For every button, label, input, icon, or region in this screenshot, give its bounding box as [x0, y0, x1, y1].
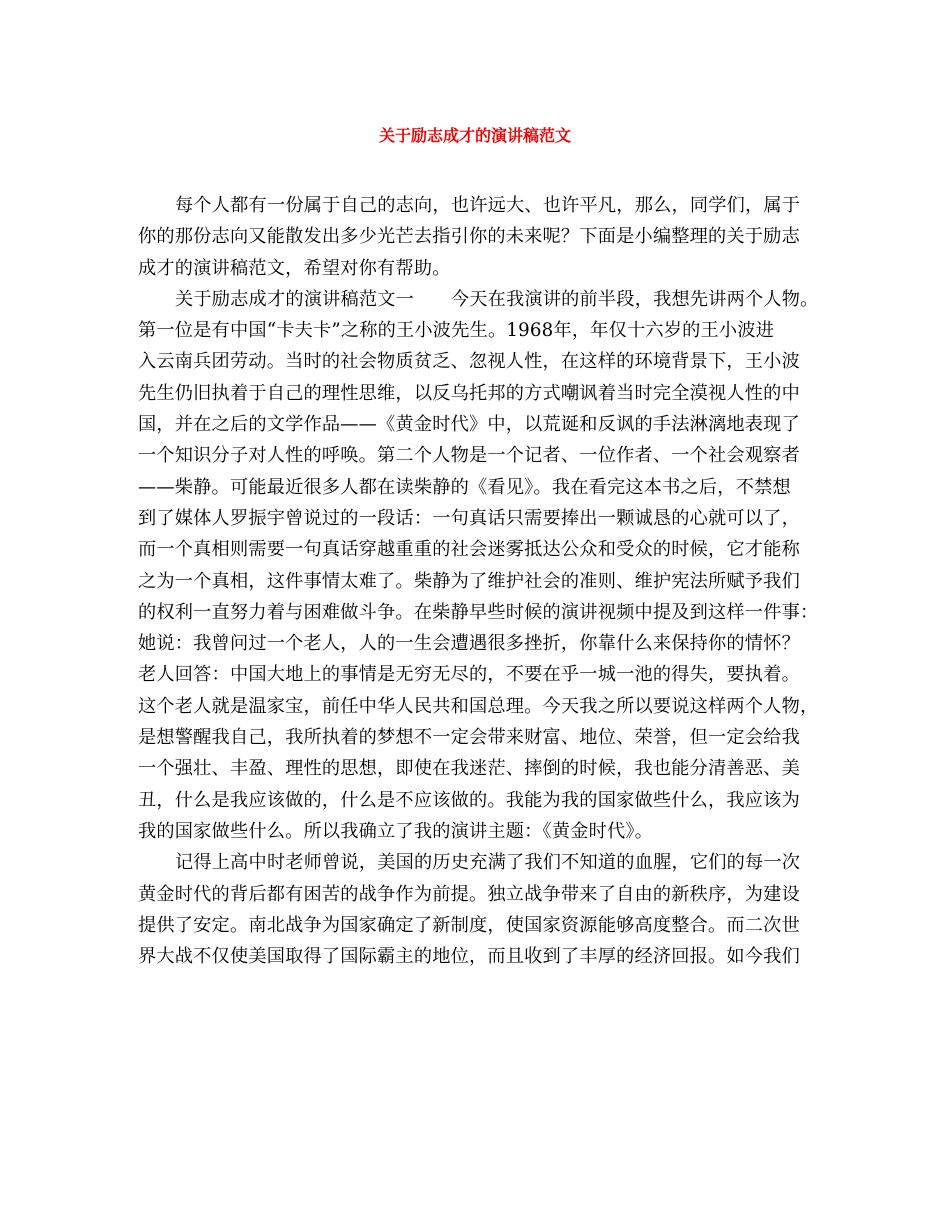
text-line: 是想警醒我自己，我所执着的梦想不一定会带来财富、地位、荣誉，但一定会给我: [138, 727, 800, 749]
text-line: 之为一个真相，这件事情太难了。柴静为了维护社会的准则、维护宪法所赋予我们: [138, 570, 800, 592]
text-line: 的权利一直努力着与困难做斗争。在柴静早些时候的演讲视频中提及到这样一件事：: [138, 601, 819, 623]
text-line: 你的那份志向又能散发出多少光芒去指引你的未来呢？下面是小编整理的关于励志: [138, 226, 800, 248]
text-line: 她说：我曾问过一个老人，人的一生会遭遇很多挫折，你靠什么来保持你的情怀？: [138, 633, 800, 655]
document-title: 关于励志成才的演讲稿范文: [378, 126, 571, 145]
text-line: 关于励志成才的演讲稿范文一 今天在我演讲的前半段，我想先讲两个人物。: [175, 288, 819, 310]
text-line: 而一个真相则需要一句真话穿越重重的社会迷雾抵达公众和受众的时候，它才能称: [138, 539, 800, 561]
text-line: 成才的演讲稿范文，希望对你有帮助。: [138, 257, 451, 279]
text-line: 丑，什么是我应该做的，什么是不应该做的。我能为我的国家做些什么，我应该为: [138, 789, 800, 811]
text-line: 一个知识分子对人性的呼唤。第二个人物是一个记者、一位作者、一个社会观察者: [138, 445, 800, 467]
text-line: 我的国家做些什么。所以我确立了我的演讲主题：《黄金时代》。: [138, 820, 654, 842]
text-line: 国，并在之后的文学作品——《黄金时代》中，以荒诞和反讽的手法淋漓地表现了: [138, 414, 800, 436]
text-line: 界大战不仅使美国取得了国际霸主的地位，而且收到了丰厚的经济回报。如今我们: [138, 946, 800, 968]
text-line: 到了媒体人罗振宇曾说过的一段话：一句真话只需要捧出一颗诚恳的心就可以了，: [138, 507, 800, 529]
text-line: 提供了安定。南北战争为国家确定了新制度，使国家资源能够高度整合。而二次世: [138, 914, 800, 936]
document-body: [138, 190, 828, 972]
text-line: 这个老人就是温家宝，前任中华人民共和国总理。今天我之所以要说这样两个人物，: [138, 695, 819, 717]
text-line: 第一位是有中国“卡夫卡”之称的王小波先生。1968年，年仅十六岁的王小波进: [138, 320, 775, 342]
text-line: 黄金时代的背后都有困苦的战争作为前提。独立战争带来了自由的新秩序，为建设: [138, 883, 800, 905]
text-line: ——柴静。可能最近很多人都在读柴静的《看见》。我在看完这本书之后，不禁想: [138, 476, 791, 498]
text-line: 老人回答：中国大地上的事情是无穷无尽的，不要在乎一城一池的得失，要执着。: [138, 664, 800, 686]
text-line: 记得上高中时老师曾说，美国的历史充满了我们不知道的血腥，它们的每一次: [175, 852, 801, 874]
text-line: 先生仍旧执着于自己的理性思维，以反乌托邦的方式嘲讽着当时完全漠视人性的中: [138, 382, 800, 404]
text-line: 每个人都有一份属于自己的志向，也许远大、也许平凡，那么，同学们，属于: [175, 195, 801, 216]
text-line: 入云南兵团劳动。当时的社会物质贫乏、忽视人性，在这样的环境背景下，王小波: [138, 351, 800, 373]
text-line: 一个强壮、丰盈、理性的思想，即使在我迷茫、摔倒的时候，我也能分清善恶、美: [138, 758, 800, 780]
